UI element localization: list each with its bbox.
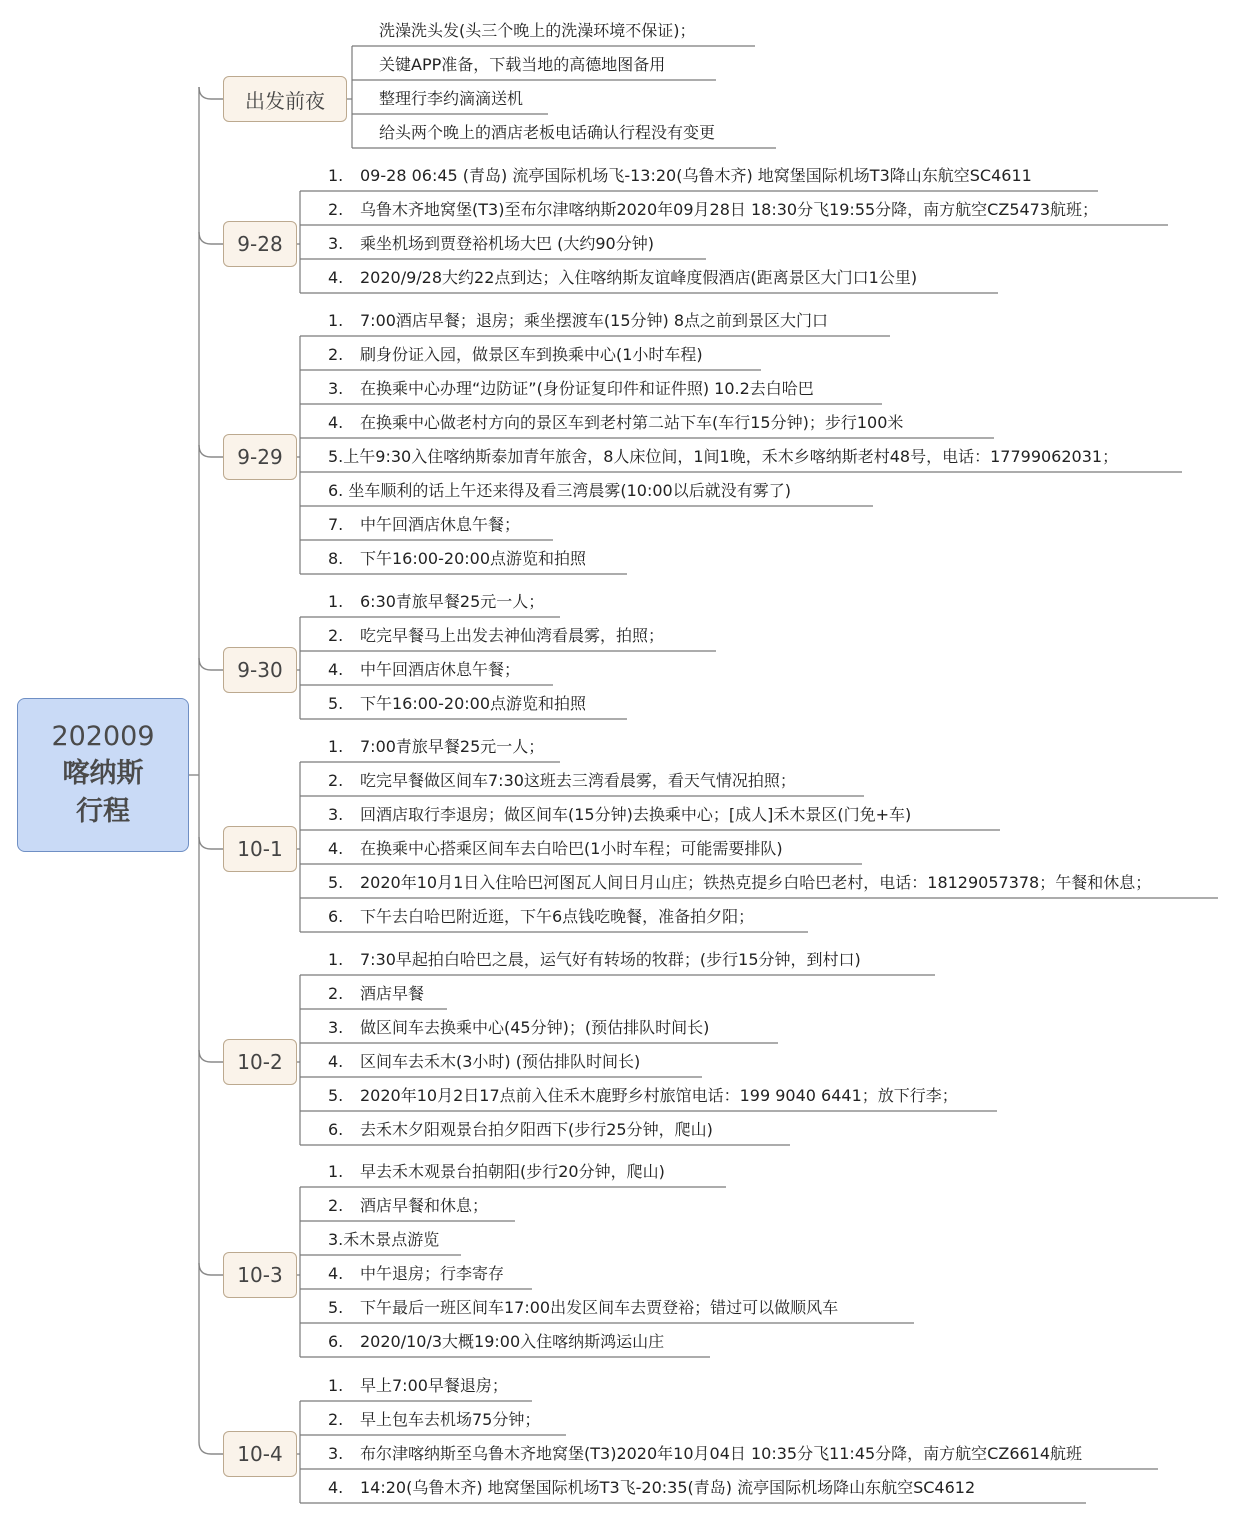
leaf-item[interactable] [328, 1444, 1082, 1464]
leaf-text: 给头两个晚上的酒店老板电话确认行程没有变更 [379, 123, 716, 142]
leaf-item[interactable] [379, 55, 665, 75]
leaf-item[interactable] [328, 1478, 975, 1498]
leaf-text: 早上包车去机场75分钟； [360, 1410, 541, 1429]
leaf-item[interactable] [328, 1196, 488, 1216]
leaf-number: 6. [328, 1120, 344, 1139]
leaf-number: 3. [328, 1444, 344, 1463]
leaf-text: 7:30早起拍白哈巴之晨，运气好有转场的牧群；(步行15分钟，到村口) [360, 950, 861, 969]
leaf-number: 1. [328, 1162, 344, 1181]
leaf-item[interactable] [328, 166, 1032, 186]
leaf-text: 酒店早餐和休息； [360, 1196, 489, 1215]
leaf-item[interactable] [328, 268, 917, 288]
leaf-item[interactable] [328, 626, 664, 646]
root-topic[interactable] [17, 698, 189, 852]
branch-9-28[interactable] [223, 221, 297, 267]
leaf-item[interactable] [328, 481, 791, 501]
leaf-number: 7. [328, 515, 344, 534]
leaf-text: 2020/9/28大约22点到达；入住喀纳斯友谊峰度假酒店(距离景区大门口1公里) [360, 268, 918, 287]
branch-label: 9-29 [237, 445, 283, 469]
branch-label: 出发前夜 [245, 88, 325, 113]
leaf-item[interactable] [379, 21, 696, 41]
leaf-item[interactable] [328, 1052, 640, 1072]
leaf-item[interactable] [328, 1018, 709, 1038]
leaf-text: 下午16:00-20:00点游览和拍照 [360, 549, 586, 568]
branch-label: 10-2 [237, 1050, 283, 1074]
leaf-text: 下午去白哈巴附近逛，下午6点钱吃晚餐，准备拍夕阳； [360, 907, 755, 926]
leaf-number: 1. [328, 592, 344, 611]
leaf-item[interactable] [328, 1120, 713, 1140]
leaf-number: 2. [328, 345, 344, 364]
root-title-line3: 行程 [76, 796, 130, 827]
leaf-item[interactable] [328, 200, 1098, 220]
leaf-number: 3. [328, 379, 344, 398]
leaf-item[interactable] [328, 1298, 838, 1318]
leaf-item[interactable] [379, 89, 523, 109]
branch-10-4[interactable] [223, 1431, 297, 1477]
leaf-text: 吃完早餐马上出发去神仙湾看晨雾，拍照； [360, 626, 665, 645]
leaf-number: 3. [328, 805, 344, 824]
leaf-item[interactable] [328, 413, 903, 433]
leaf-item[interactable] [328, 984, 424, 1004]
branch-label: 10-1 [237, 837, 283, 861]
leaf-number: 1. [328, 1376, 344, 1395]
leaf-number: 8. [328, 549, 344, 568]
leaf-text: 酒店早餐 [360, 984, 425, 1003]
leaf-text: 在换乘中心做老村方向的景区车到老村第二站下车(车行15分钟)；步行100米 [360, 413, 904, 432]
leaf-text: 早去禾木观景台拍朝阳(步行20分钟，爬山) [360, 1162, 665, 1181]
leaf-item[interactable] [328, 805, 911, 825]
leaf-number: 2. [328, 771, 344, 790]
leaf-number: 4. [328, 268, 344, 287]
leaf-text: 中午回酒店休息午餐； [360, 515, 521, 534]
leaf-number: 4. [328, 413, 344, 432]
leaf-text: 6. 坐车顺利的话上午还来得及看三湾晨雾(10:00以后就没有雾了) [328, 481, 791, 500]
root-title-line1: 202009 [51, 721, 155, 752]
leaf-text: 7:00青旅早餐25元一人； [360, 737, 545, 756]
leaf-number: 4. [328, 1478, 344, 1497]
branch-10-1[interactable] [223, 826, 297, 872]
leaf-item[interactable] [328, 379, 814, 399]
branch-label: 9-30 [237, 658, 283, 682]
leaf-item[interactable] [328, 1332, 664, 1352]
leaf-number: 5. [328, 1298, 344, 1317]
leaf-number: 5. [328, 873, 344, 892]
leaf-item[interactable] [328, 1162, 665, 1182]
branch-connector [199, 445, 223, 457]
leaf-text: 2020年10月1日入住哈巴河图瓦人间日月山庄；铁热克提乡白哈巴老村，电话：18129057378；午餐和休息； [360, 873, 1152, 892]
leaf-item[interactable] [328, 771, 796, 791]
leaf-text: 区间车去禾木(3小时) (预估排队时间长) [360, 1052, 641, 1071]
leaf-item[interactable] [328, 1410, 540, 1430]
leaf-item[interactable] [328, 1376, 508, 1396]
leaf-number: 4. [328, 1264, 344, 1283]
leaf-text: 下午16:00-20:00点游览和拍照 [360, 694, 586, 713]
branch-10-2[interactable] [223, 1039, 297, 1085]
leaf-number: 1. [328, 311, 344, 330]
leaf-item[interactable] [328, 950, 861, 970]
leaf-text: 乌鲁木齐地窝堡(T3)至布尔津喀纳斯2020年09月28日 18:30分飞19:55分降，南方航空CZ5473航班； [360, 200, 1099, 219]
branch-connector [199, 1050, 223, 1062]
leaf-item[interactable] [328, 694, 586, 714]
leaf-number: 1. [328, 737, 344, 756]
branch-label: 10-3 [237, 1263, 283, 1287]
leaf-number: 2. [328, 1410, 344, 1429]
branch-label: 9-28 [237, 232, 283, 256]
branch-connector [199, 1263, 223, 1275]
leaf-number: 2. [328, 984, 344, 1003]
leaf-text: 6:30青旅早餐25元一人； [360, 592, 545, 611]
leaf-item[interactable] [328, 447, 1118, 467]
leaf-item[interactable] [328, 1230, 439, 1250]
leaf-text: 2020/10/3大概19:00入住喀纳斯鸿运山庄 [360, 1332, 665, 1351]
leaf-item[interactable] [379, 123, 715, 143]
leaf-number: 6. [328, 907, 344, 926]
leaf-number: 2. [328, 1196, 344, 1215]
leaf-number: 3. [328, 234, 344, 253]
leaf-text: 在换乘中心办理“边防证”(身份证复印件和证件照) 10.2去白哈巴 [360, 379, 814, 398]
leaf-number: 5. [328, 694, 344, 713]
leaf-text: 整理行李约滴滴送机 [379, 89, 524, 108]
leaf-text: 去禾木夕阳观景台拍夕阳西下(步行25分钟，爬山) [360, 1120, 713, 1139]
leaf-number: 5. [328, 1086, 344, 1105]
leaf-text: 在换乘中心搭乘区间车去白哈巴(1小时车程；可能需要排队) [360, 839, 783, 858]
branch-label: 10-4 [237, 1442, 283, 1466]
leaf-item[interactable] [328, 907, 754, 927]
leaf-text: 中午回酒店休息午餐； [360, 660, 521, 679]
leaf-text: 刷身份证入园，做景区车到换乘中心(1小时车程) [360, 345, 703, 364]
leaf-number: 3. [328, 1018, 344, 1037]
leaf-number: 4. [328, 660, 344, 679]
leaf-item[interactable] [328, 592, 544, 612]
branch-connector [199, 658, 223, 670]
branch-eve[interactable] [223, 76, 347, 122]
leaf-text: 5.上午9:30入住喀纳斯泰加青年旅舍，8人床位间，1间1晚，禾木乡喀纳斯老村48号，电话：17799062031； [328, 447, 1119, 466]
leaf-number: 4. [328, 1052, 344, 1071]
leaf-item[interactable] [328, 737, 544, 757]
branch-9-30[interactable] [223, 647, 297, 693]
leaf-text: 做区间车去换乘中心(45分钟)；(预估排队时间长) [360, 1018, 710, 1037]
root-title-line2: 喀纳斯 [62, 758, 144, 789]
branch-connector [199, 837, 223, 849]
leaf-text: 回酒店取行李退房；做区间车(15分钟)去换乘中心；[成人]禾木景区(门免+车) [360, 805, 912, 824]
leaf-text: 14:20(乌鲁木齐) 地窝堡国际机场T3飞-20:35(青岛) 流亭国际机场降山东航空SC4612 [360, 1478, 976, 1497]
leaf-item[interactable] [328, 873, 1151, 893]
leaf-text: 7:00酒店早餐；退房；乘坐摆渡车(15分钟) 8点之前到景区大门口 [360, 311, 829, 330]
leaf-item[interactable] [328, 1086, 958, 1106]
leaf-item[interactable] [328, 660, 520, 680]
leaf-text: 早上7:00早餐退房； [360, 1376, 508, 1395]
leaf-text: 关键APP准备，下载当地的高德地图备用 [379, 55, 666, 74]
leaf-item[interactable] [328, 1264, 504, 1284]
branch-10-3[interactable] [223, 1252, 297, 1298]
branch-9-29[interactable] [223, 434, 297, 480]
leaf-item[interactable] [328, 515, 520, 535]
leaf-number: 6. [328, 1332, 344, 1351]
branch-connector [199, 1442, 223, 1454]
leaf-text: 乘坐机场到贾登裕机场大巴 (大约90分钟) [360, 234, 654, 253]
leaf-text: 下午最后一班区间车17:00出发区间车去贾登裕；错过可以做顺风车 [360, 1298, 839, 1317]
leaf-number: 1. [328, 166, 344, 185]
leaf-text: 2020年10月2日17点前入住禾木鹿野乡村旅馆电话：199 9040 6441；放下行李； [360, 1086, 958, 1105]
leaf-text: 洗澡洗头发(头三个晚上的洗澡环境不保证)； [379, 21, 696, 40]
leaf-number: 1. [328, 950, 344, 969]
branch-connector [199, 232, 223, 244]
leaf-number: 2. [328, 626, 344, 645]
leaf-item[interactable] [328, 234, 654, 254]
leaf-text: 布尔津喀纳斯至乌鲁木齐地窝堡(T3)2020年10月04日 10:35分飞11:45分降，南方航空CZ6614航班 [360, 1444, 1083, 1463]
leaf-text: 吃完早餐做区间车7:30这班去三湾看晨雾，看天气情况拍照； [360, 771, 796, 790]
leaf-number: 4. [328, 839, 344, 858]
leaf-text: 09-28 06:45 (青岛) 流亭国际机场飞-13:20(乌鲁木齐) 地窝堡国际机场T3降山东航空SC4611 [360, 166, 1032, 185]
leaf-item[interactable] [328, 345, 703, 365]
leaf-text: 3.禾木景点游览 [328, 1230, 440, 1249]
leaf-item[interactable] [328, 549, 586, 569]
leaf-item[interactable] [328, 311, 828, 331]
leaf-number: 2. [328, 200, 344, 219]
leaf-item[interactable] [328, 839, 783, 859]
leaf-text: 中午退房；行李寄存 [360, 1264, 505, 1283]
branch-connector [199, 87, 223, 99]
